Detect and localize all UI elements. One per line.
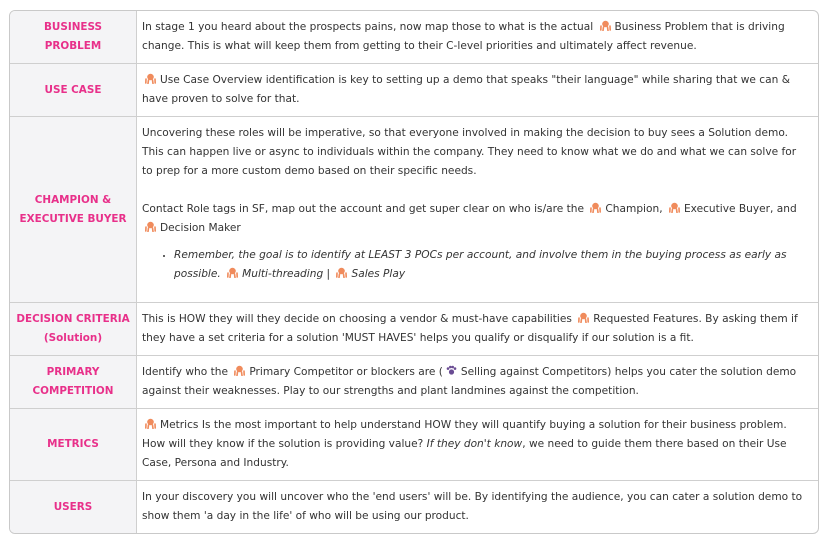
text-run: This is HOW they will they decide on choosing a vendor & must-have capabilities <box>142 313 575 325</box>
text-run: Metrics Is the most important to help understand HOW they will quantify buying a solution for their business problem. How will they know if the solution is providing value? <box>142 419 787 450</box>
row-content <box>137 481 818 533</box>
row-content <box>137 409 818 481</box>
text-run: In stage 1 you heard about the prospects pains, now map those to what is the actual <box>142 21 597 33</box>
table-row <box>10 117 818 303</box>
paragraph <box>142 416 810 473</box>
text-run: If they don't know <box>427 438 523 450</box>
text-run: Remember, the goal is to identify at LEAST 3 POCs per account, and involve them in the buying process as early as possible. <box>174 249 787 280</box>
text-run: Champion, <box>605 203 666 215</box>
row-label: DECISION CRITERIA (Solution) <box>10 303 137 356</box>
paragraph <box>142 18 810 56</box>
text-run: Decision Maker <box>160 222 241 234</box>
list-item <box>174 246 810 284</box>
row-content <box>137 303 818 356</box>
paragraph <box>142 310 810 348</box>
octopus-icon[interactable] <box>578 312 589 323</box>
row-content <box>137 117 818 303</box>
octopus-icon[interactable] <box>590 202 601 213</box>
paragraph <box>142 124 810 181</box>
octopus-icon[interactable] <box>234 365 245 376</box>
row-content <box>137 11 818 64</box>
octopus-icon[interactable] <box>600 20 611 31</box>
text-run: Executive Buyer, and <box>684 203 797 215</box>
text-run: Sales Play <box>351 268 405 280</box>
framework-table <box>9 10 819 534</box>
framework-table-container <box>9 10 817 534</box>
row-label: PRIMARY COMPETITION <box>10 356 137 409</box>
octopus-icon[interactable] <box>145 418 156 429</box>
table-row <box>10 303 818 356</box>
paragraph <box>142 71 810 109</box>
text-run: Selling against Competitors) helps you cater the solution demo against their weaknesses. Play to our strengths and plant landmines against the competition. <box>142 366 796 397</box>
table-row <box>10 481 818 533</box>
row-label: BUSINESS PROBLEM <box>10 11 137 64</box>
text-run: , we need to guide them there based on their Use Case, Persona and Industry. <box>142 438 787 469</box>
octopus-icon[interactable] <box>227 267 238 278</box>
paragraph <box>142 488 810 526</box>
row-label: USE CASE <box>10 64 137 117</box>
text-run: Business Problem that is driving change. This is what will keep them from getting to their C-level priorities and ultimately affect revenue. <box>142 21 785 52</box>
table-row <box>10 356 818 409</box>
paragraph <box>142 200 810 238</box>
text-run: Identify who the <box>142 366 231 378</box>
text-run: Uncovering these roles will be imperative, so that everyone involved in making the decision to buy sees a Solution demo. This can happen live or async to individuals within the company. They need to know what we do and what we can solve for to prep for a more custom demo based on their specific needs. <box>142 127 796 177</box>
bullet-list <box>142 246 810 284</box>
text-run: Multi-threading | <box>242 268 333 280</box>
paragraph <box>142 363 810 401</box>
paw-icon[interactable] <box>446 365 457 376</box>
row-label: CHAMPION & EXECUTIVE BUYER <box>10 117 137 303</box>
table-row <box>10 64 818 117</box>
octopus-icon[interactable] <box>336 267 347 278</box>
row-content <box>137 356 818 409</box>
text-run: Use Case Overview identification is key to setting up a demo that speaks "their language" while sharing that we can & have proven to solve for that. <box>142 74 790 105</box>
table-row <box>10 11 818 64</box>
octopus-icon[interactable] <box>145 73 156 84</box>
row-label: METRICS <box>10 409 137 481</box>
table-row <box>10 409 818 481</box>
text-run: Requested Features. By asking them if they have a set criteria for a solution 'MUST HAVES' helps you qualify or disqualify if our solution is a fit. <box>142 313 798 344</box>
row-content <box>137 64 818 117</box>
octopus-icon[interactable] <box>145 221 156 232</box>
text-run: Primary Competitor or blockers are ( <box>249 366 443 378</box>
row-label: USERS <box>10 481 137 533</box>
octopus-icon[interactable] <box>669 202 680 213</box>
text-run: In your discovery you will uncover who the 'end users' will be. By identifying the audience, you can cater a solution demo to show them 'a day in the life' of who will be using our product. <box>142 491 802 522</box>
text-run: Contact Role tags in SF, map out the account and get super clear on who is/are the <box>142 203 587 215</box>
